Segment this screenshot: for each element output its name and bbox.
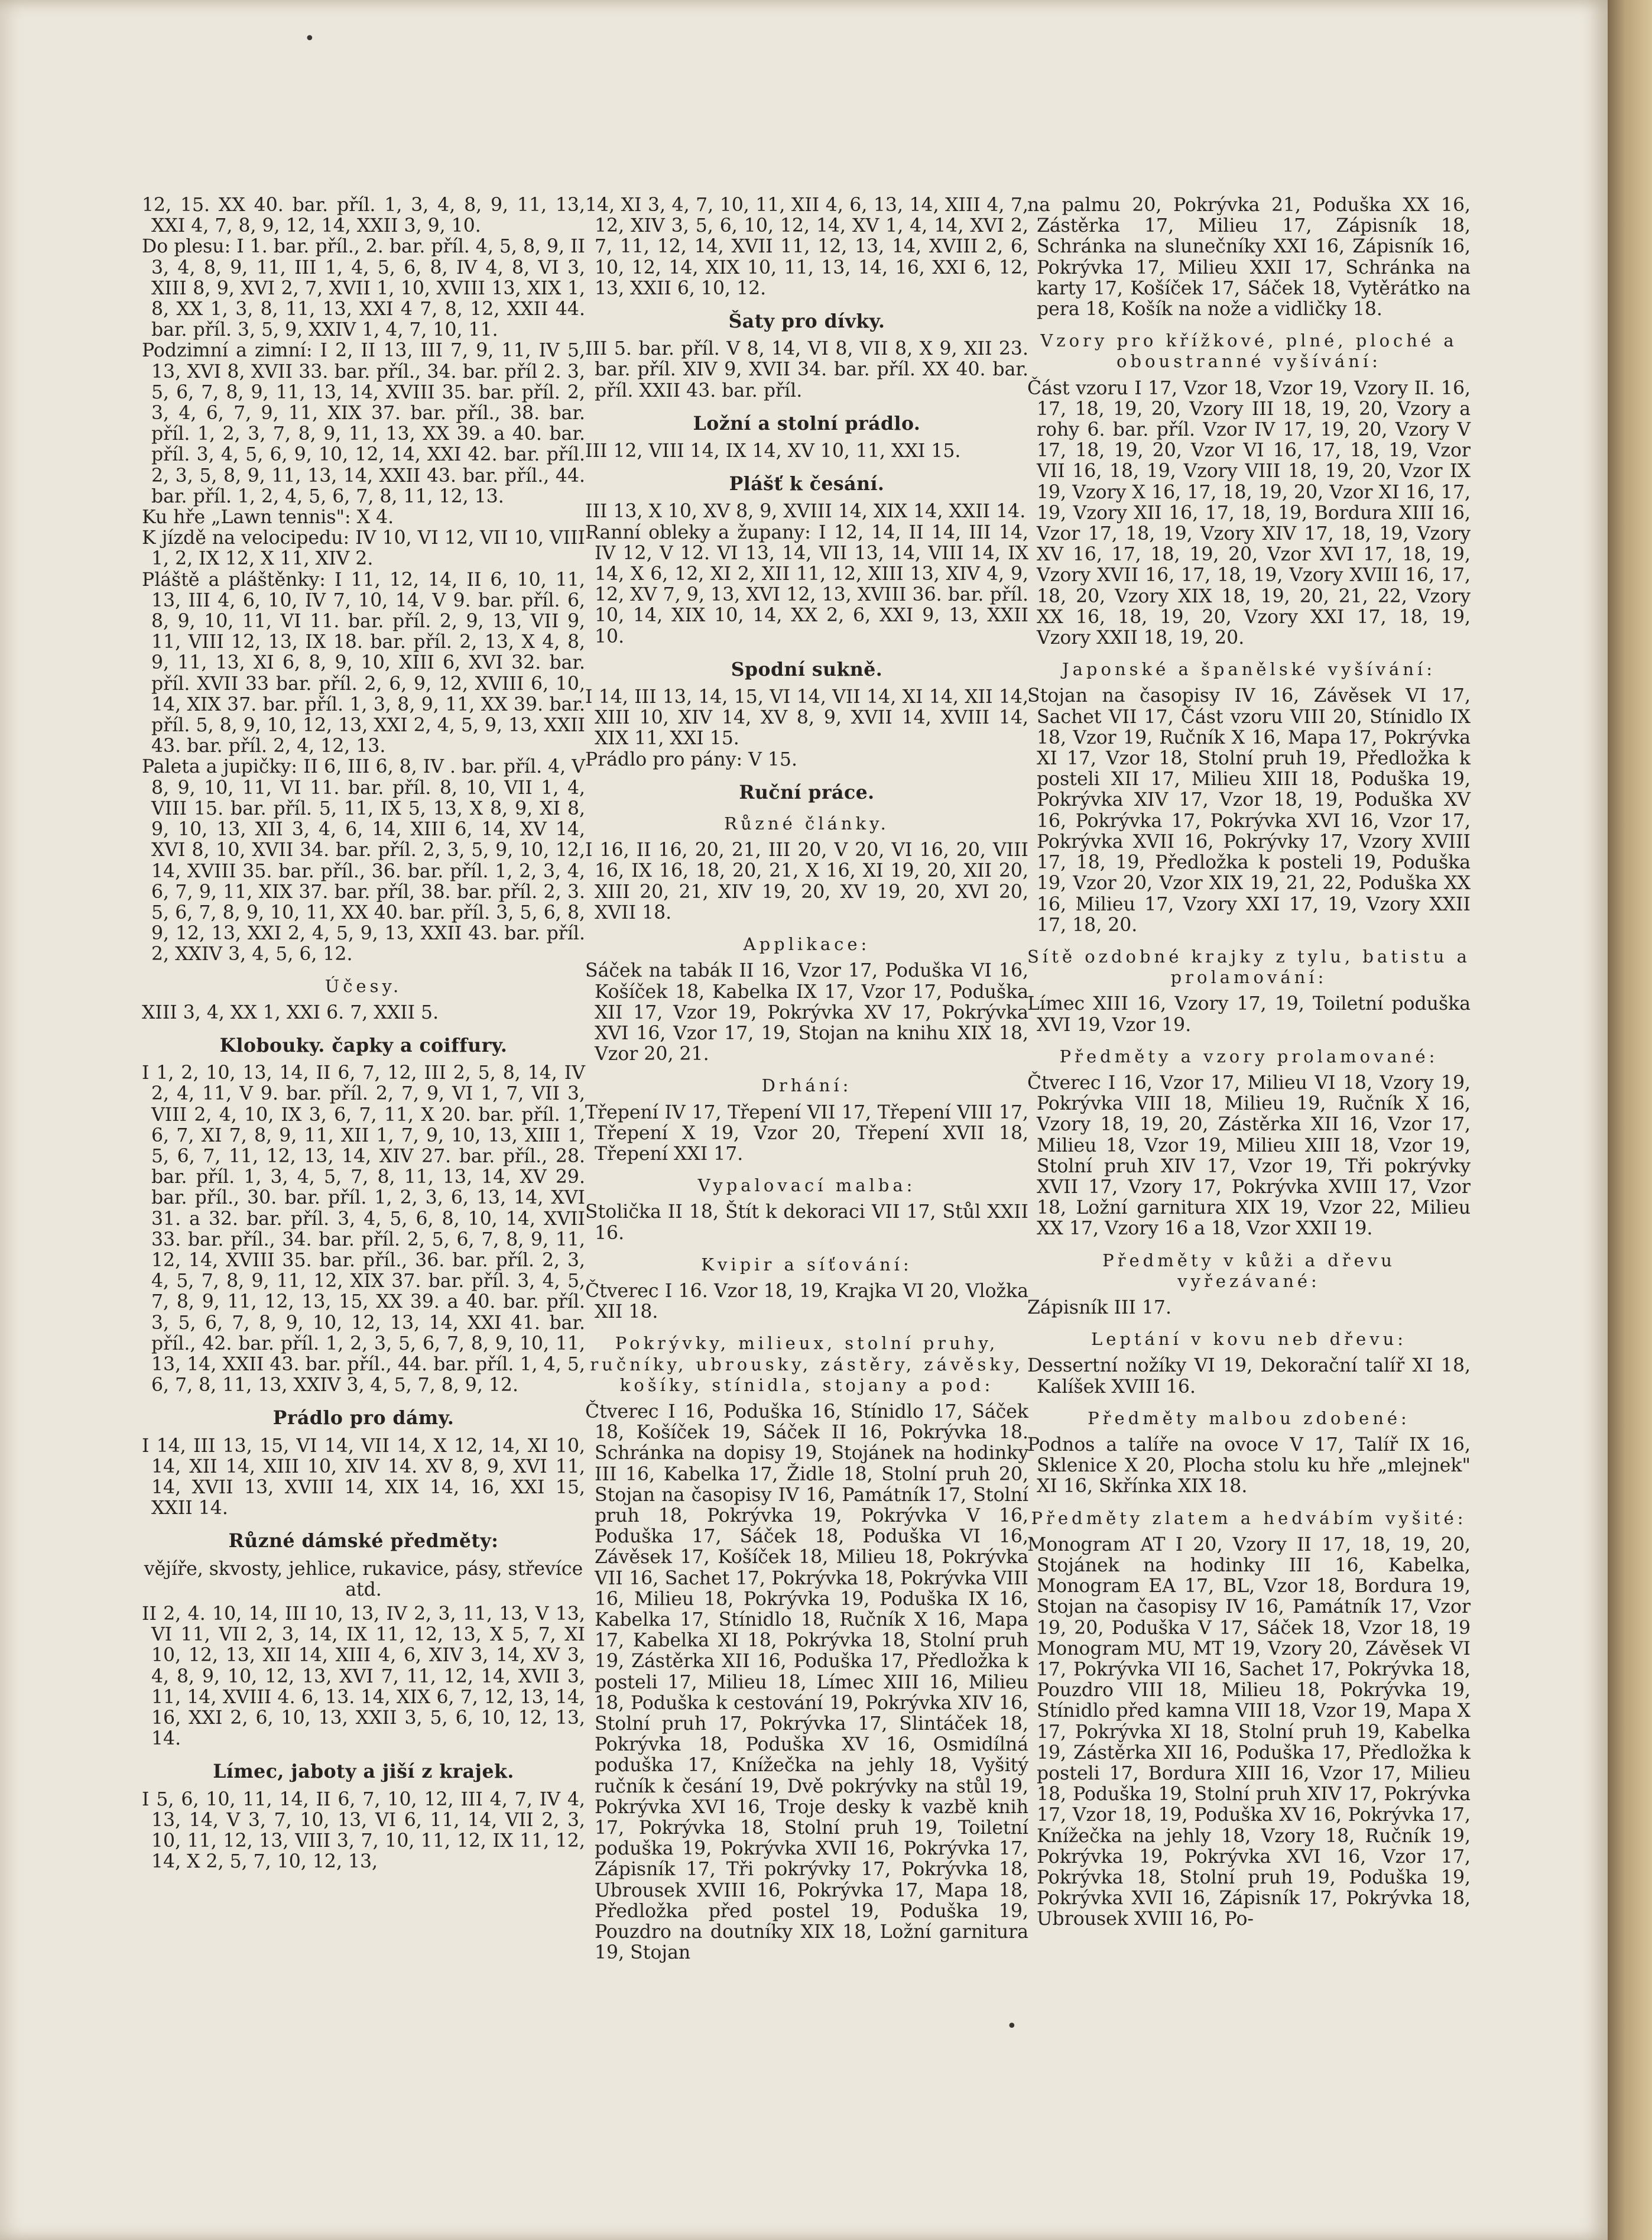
entry: I 5, 6, 10, 11, 14, II 6, 7, 10, 12, III 4, 7, IV 4, 13, 14, V 3, 7, 10, 13, VI 6, 11, 14, VII 2, 3, 10, 11, 12, 13, VIII 3, 7, 10, 11, 12, IX 11, 12, 14, X 2, 5, 7, 10, 12, 13, xyxy=(142,1788,585,1873)
book-edge xyxy=(1608,0,1652,2240)
subsection-heading: Leptání v kovu neb dřevu: xyxy=(1090,1329,1407,1350)
section-heading: Plášť k česání. xyxy=(729,473,885,495)
entry: III 12, VIII 14, IX 14, XV 10, 11, XXI 15. xyxy=(585,440,961,462)
ink-dot: • xyxy=(304,28,315,49)
entry: Podnos a talíře na ovoce V 17, Talíř IX 16, Sklenice X 20, Plocha stolu ku hře „mlejnek" XI 16, Skřínka XIX 18. xyxy=(1027,1434,1471,1497)
subsection-heading: Applikace: xyxy=(743,934,871,955)
section-heading: Různé dámské předměty: xyxy=(228,1530,499,1552)
entry: III 5. bar. příl. V 8, 14, VI 8, VII 8, X 9, XII 23. bar. příl. XIV 9, XVII 34. bar. příl. XX 40. bar. příl. XXII 43. bar. příl. xyxy=(585,338,1028,401)
column-2 xyxy=(585,195,1028,1963)
entry: Ranní obleky a župany: I 12, 14, II 14, III 14, IV 12, V 12. VI 13, 14, VII 13, 14, VIII 14, IX 14, X 6, 12, XI 2, XII 11, 12, XIII 13, XIV 4, 9, 12, XV 7, 9, 13, XVI 12, 13, XVIII 36. bar. příl. 10, 14, XIX 10, 14, XX 2, 6, XXI 9, 13, XXII 10. xyxy=(585,521,1028,647)
entry: II 2, 4. 10, 14, III 10, 13, IV 2, 3, 11, 13, V 13, VI 11, VII 2, 3, 14, IX 11, 12, 13, X 5, 7, XI 10, 12, 13, XII 14, XIII 4, 6, XIV 3, 14, XV 3, 4, 8, 9, 10, 12, 13, XVI 7, 11, 12, 14, XVII 3, 11, 14, XVIII 4. 6, 13. 14, XIX 6, 7, 12, 13, 14, 16, XXI 2, 6, 10, 13, XXII 3, 5, 6, 10, 12, 13, 14. xyxy=(142,1603,585,1750)
entry: Čtverec I 16, Poduška 16, Stínidlo 17, Sáček 18, Košíček 19, Sáček II 16, Pokrývka 18. Schránka na dopisy 19, Stojánek na hodinky III 16, Kabelka 17, Židle 18, Stolní pruh 20, Stojan na časopisy IV 16, Památník 17, Stolní pruh 18, Pokrývka 19, Pokrývka V 16, Poduška 17, Sáček 18, Poduška VI 16, Závěsek 17, Košíček 18, Milieu 18, Pokrývka VII 16, Sachet 17, Pokrývka 18, Pokrývka VIII 16, Milieu 18, Pokrývka 19, Poduška IX 16, Kabelka 17, Stínidlo 18, Ručník X 16, Mapa 17, Kabelka XI 18, Pokrývka 18, Stolní pruh 19, Zástěrka XII 16, Poduška 17, Předložka k posteli 17, Milieu 18, Límec XIII 16, Milieu 18, Poduška k cestování 19, Pokrývka XIV 16, Stolní pruh 17, Pokrývka 17, Slintáček 18, Pokrývka 18, Poduška XV 16, Osmidílná poduška 17, Knížečka na jehly 18, Vyšitý ručník k česání 19, Dvě pokrývky na stůl 19, Pokrývka XVI 16, Troje desky k vazbě knih 17, Pokrývka 18, Stolní pruh 19, Toiletní poduška 19, Pokrývka XVII 16, Pokrývka 17, Zápisník 17, Tři pokrývky 17, Pokrývka 18, Ubrousek XVIII 16, Pokrývka 17, Mapa 18, Předložka před postel 19, Poduška 19, Pouzdro na doutníky XIX 18, Ložní garnitura 19, Stojan xyxy=(585,1401,1028,1964)
entry: I 16, II 16, 20, 21, III 20, V 20, VI 16, 20, VIII 16, IX 16, 18, 20, 21, X 16, XI 19, 20, XII 20, XIII 20, 21, XIV 19, 20, XV 19, 20, XVI 20, XVII 18. xyxy=(585,839,1028,923)
entry: XIII 3, 4, XX 1, XXI 6. 7, XXII 5. xyxy=(142,1001,439,1023)
entry: Do plesu: I 1. bar. příl., 2. bar. příl. 4, 5, 8, 9, II 3, 4, 8, 9, 11, III 1, 4, 5, 6, 8, IV 4, 8, VI 3, XIII 8, 9, XVI 2, 7, XVII 1, 10, XVIII 13, XIX 1, 8, XX 1, 3, 8, 11, 13, XXI 4 7, 8, 12, XXII 44. bar. příl. 3, 5, 9, XXIV 1, 4, 7, 10, 11. xyxy=(142,236,585,341)
section-heading: Ruční práce. xyxy=(739,781,875,803)
entry: Ku hře „Lawn tennis": X 4. xyxy=(142,507,394,529)
column-1 xyxy=(142,195,585,1872)
entry: Třepení IV 17, Třepení VII 17, Třepení VIII 17, Třepení X 19, Vzor 20, Třepení XVII 18, Třepení XXI 17. xyxy=(585,1101,1028,1165)
entry: Zápisník III 17. xyxy=(1027,1296,1171,1318)
entry: Čtverec I 16. Vzor 18, 19, Krajka VI 20, Vložka XII 18. xyxy=(585,1280,1028,1323)
subsection-heading: Kvipir a síťování: xyxy=(701,1254,913,1275)
entry: Paleta a jupičky: II 6, III 6, 8, IV . bar. příl. 4, V 8, 9, 10, 11, VI 11. bar. příl. 8, 10, VII 1, 4, VIII 15. bar. příl. 5, 11, IX 5, 13, X 8, 9, XI 8, 9, 10, 13, XII 3, 4, 6, 14, XIII 6, 14, XV 14, XVI 8, 10, XVII 34. bar. příl. 2, 3, 5, 9, 10, 12, 14, XVIII 35. bar. příl., 36. bar. příl. 1, 2, 3, 4, 6, 7, 9, 11, XIX 37. bar. příl, 38. bar. příl. 2, 3. 5, 6, 7, 8, 9, 10, 11, XX 40. bar. příl. 3, 5, 6, 8, 9, 12, 13, XXI 2, 4, 5, 9, 13, XXII 43. bar. příl. 2, XXIV 3, 4, 5, 6, 12. xyxy=(142,756,585,965)
entry: Stojan na časopisy IV 16, Závěsek VI 17, Sachet VII 17, Část vzoru VIII 20, Stínidlo IX 18, Vzor 19, Ručník X 16, Mapa 17, Pokrývka XI 17, Vzor 18, Stolní pruh 19, Předložka k posteli XII 17, Milieu XIII 18, Poduška 19, Pokrývka XIV 17, Vzor 18, 19, Poduška XV 16, Pokrývka 17, Pokrývka XVI 16, Vzor 17, Pokrývka XVII 16, Pokrývky 17, Vzory XVIII 17, 18, 19, Předložka k posteli 19, Poduška 19, Vzor 20, Vzor XIX 19, 21, 22, Poduška XX 16, Milieu 17, Vzory XXI 17, 19, Vzory XXII 17, 18, 20. xyxy=(1027,685,1471,936)
ink-dot: • xyxy=(1007,2016,1017,2037)
section-heading: Šaty pro dívky. xyxy=(728,310,885,333)
subsection-heading: Japonské a španělské vyšívání: xyxy=(1062,659,1436,680)
entry: 12, 15. XX 40. bar. příl. 1, 3, 4, 8, 9, 11, 13, XXI 4, 7, 8, 9, 12, 14, XXII 3, 9, 10. xyxy=(142,194,585,237)
entry: Čtverec I 16, Vzor 17, Milieu VI 18, Vzory 19, Pokrývka VIII 18, Milieu 19, Ručník X 16, Vzory 18, 19, 20, Zástěrka XII 16, Vzor 17, Milieu 18, Vzor 19, Milieu XIII 18, Vzor 19, Stolní pruh XIV 17, Vzor 19, Tři pokrývky XVII 17, Vzory 17, Pokrývka XVIII 17, Vzor 18, Ložní garnitura XIX 19, Vzor 22, Milieu XX 17, Vzory 16 a 18, Vzor XXII 19. xyxy=(1027,1072,1471,1240)
section-heading: Spodní sukně. xyxy=(731,658,883,680)
subsection-heading: Sítě ozdobné krajky z tylu, batistu a prolamování: xyxy=(1027,946,1471,988)
subsection-heading: Předměty malbou zdobené: xyxy=(1088,1408,1410,1428)
entry: Sáček na tabák II 16, Vzor 17, Poduška VI 16, Košíček 18, Kabelka IX 17, Vzor 17, Poduška XII 17, Vzor 19, Pokrývka XV 17, Pokrývka XVI 16, Vzor 17, 19, Stojan na knihu XIX 18, Vzor 20, 21. xyxy=(585,960,1028,1065)
entry: 14, XI 3, 4, 7, 10, 11, XII 4, 6, 13, 14, XIII 4, 7, 12, XIV 3, 5, 6, 10, 12, 14, XV 1, 4, 14, XVI 2, 7, 11, 12, 14, XVII 11, 12, 13, 14, XVIII 2, 6, 10, 12, 14, XIX 10, 11, 13, 14, 16, XXI 6, 12, 13, XXII 6, 10, 12. xyxy=(585,194,1028,299)
column-3 xyxy=(1027,195,1471,1930)
section-heading: Účesy. xyxy=(324,975,403,996)
entry: Monogram AT I 20, Vzory II 17, 18, 19, 20, Stojánek na hodinky III 16, Kabelka, Monogram EA 17, BL, Vzor 18, Bordura 19, Stojan na časopisy IV 16, Památník 17, Vzor 19, 20, Poduška V 17, Sáček 18, Vzor 18, 19 Monogram MU, MT 19, Vzory 20, Závěsek VI 17, Pokrývka VII 16, Sachet 17, Pokrývka 18, Pouzdro VIII 18, Milieu 18, Pokrývka 19, Stínidlo před kamna VIII 18, Vzor 19, Mapa X 17, Pokrývka XI 18, Stolní pruh 19, Kabelka 19, Zástěrka XII 16, Poduška 17, Předložka k posteli 17, Bordura XIII 16, Vzor 17, Milieu 18, Poduška 19, Stolní pruh XIV 17, Pokrývka 17, Vzor 18, 19, Poduška XV 16, Pokrývka 17, Knížečka na jehly 18, Vzory 18, Ručník 19, Pokrývka 19, Pokrývka XVI 16, Vzor 17, Pokrývka 18, Stolní pruh 19, Poduška 19, Pokrývka XVII 16, Zápisník 17, Pokrývka 18, Ubrousek XVIII 16, Po- xyxy=(1027,1534,1471,1930)
subsection-heading: Různé články. xyxy=(724,813,890,834)
section-heading: Ložní a stolní prádlo. xyxy=(693,412,921,435)
section-note: vějíře, skvosty, jehlice, rukavice, pásy, střevíce atd. xyxy=(144,1558,583,1600)
subsection-heading: Drhání: xyxy=(761,1075,852,1096)
entry: III 13, X 10, XV 8, 9, XVIII 14, XIX 14, XXII 14. xyxy=(585,501,1026,523)
entry: I 1, 2, 10, 13, 14, II 6, 7, 12, III 2, 5, 8, 14, IV 2, 4, 11, V 9. bar. příl. 2, 7, 9, VI 1, 7, VII 3, VIII 2, 4, 10, IX 3, 6, 7, 11, X 20. bar. příl. 1, 6, 7, XI 7, 8, 9, 11, XII 1, 7, 9, 10, 13, XIII 1, 5, 6, 7, 11, 12, 13, 14, XIV 27. bar. příl., 28. bar. příl. 1, 3, 4, 5, 7, 8, 11, 13, 14, XV 29. bar. příl., 30. bar. příl. 1, 2, 3, 6, 13, 14, XVI 31. a 32. bar. příl. 3, 4, 5, 6, 8, 10, 14, XVII 33. bar. příl., 34. bar. příl. 2, 5, 6, 7, 8, 9, 11, 12, 14, XVIII 35. bar. příl., 36. bar. příl. 2, 3, 4, 5, 7, 8, 9, 11, 12, XIX 37. bar. příl. 3, 4, 5, 7, 8, 9, 11, 12, 13, 15, XX 39. a 40. bar. příl. 3, 5, 6, 7, 8, 9, 10, 12, 13, 14, XXI 41. bar. příl., 42. bar. příl. 1, 2, 3, 5, 6, 7, 8, 9, 10, 11, 13, 14, XXII 43. bar. příl., 44. bar. příl. 1, 4, 5, 6, 7, 8, 11, 13, XXIV 3, 4, 5, 7, 8, 9, 12. xyxy=(142,1062,585,1396)
subsection-heading: Předměty zlatem a hedvábím vyšité: xyxy=(1031,1508,1467,1528)
subsection-heading: Vypalovací malba: xyxy=(697,1175,916,1196)
entry: Dessertní nožíky VI 19, Dekorační talíř XI 18, Kalíšek XVIII 16. xyxy=(1027,1355,1471,1398)
entry: I 14, III 13, 14, 15, VI 14, VII 14, XI 14, XII 14, XIII 10, XIV 14, XV 8, 9, XVII 14, XVIII 14, XIX 11, XXI 15. xyxy=(585,686,1028,750)
entry: na palmu 20, Pokrývka 21, Poduška XX 16, Zástěrka 17, Milieu 17, Zápisník 18, Schránka na slunečníky XXI 16, Zápisník 16, Pokrývka 17, Milieu XXII 17, Schránka na karty 17, Košíček 17, Sáček 18, Vytěrátko na pera 18, Košík na nože a vidličky 18. xyxy=(1027,194,1471,320)
section-heading: Límec, jaboty a jiší z krajek. xyxy=(213,1761,514,1783)
section-heading: Klobouky. čapky a coiffury. xyxy=(219,1034,508,1056)
entry: Prádlo pro pány: V 15. xyxy=(585,748,797,770)
entry: Pláště a pláštěnky: I 11, 12, 14, II 6, 10, 11, 13, III 4, 6, 10, IV 7, 10, 14, V 9. bar. příl. 6, 8, 9, 10, 11, VI 11. bar. příl. 2, 9, 13, VII 9, 11, VIII 12, 13, IX 18. bar. příl. 2, 13, X 4, 8, 9, 11, 13, XI 6, 8, 9, 10, XIII 6, XVI 32. bar. příl. XVII 33 bar. příl. 2, 6, 9, 12, XVIII 6, 10, 14, XIX 37. bar. příl. 1, 3, 8, 9, 11, XX 39. bar. příl. 5, 8, 9, 10, 12, 13, XXI 2, 4, 5, 9, 13, XXII 43. bar. příl. 2, 4, 12, 13. xyxy=(142,569,585,757)
entry: Podzimní a zimní: I 2, II 13, III 7, 9, 11, IV 5, 13, XVI 8, XVII 33. bar. příl., 34. bar. příl 2. 3, 5, 6, 7, 8, 9, 11, 13, 14, XVIII 35. bar. příl. 2, 3, 4, 6, 7, 9, 11, XIX 37. bar. příl., 38. bar. příl. 1, 2, 3, 7, 8, 9, 11, 13, XX 39. a 40. bar. příl. 3, 4, 5, 6, 9, 10, 12, 14, XXI 42. bar. příl. 2, 3, 5, 8, 9, 11, 13, 14, XXII 43. bar. příl., 44. bar. příl. 1, 2, 4, 5, 6, 7, 8, 11, 12, 13. xyxy=(142,340,585,507)
section-heading: Prádlo pro dámy. xyxy=(272,1407,455,1429)
entry: K jízdě na velocipedu: IV 10, VI 12, VII 10, VIII 1, 2, IX 12, X 11, XIV 2. xyxy=(142,527,585,570)
entry: Stolička II 18, Štít k dekoraci VII 17, Stůl XXII 16. xyxy=(585,1201,1028,1244)
subsection-heading: Vzory pro křížkové, plné, ploché a oboustranné vyšívání: xyxy=(1040,330,1458,372)
subsection-heading: Pokrývky, milieux, stolní pruhy, ručníky, ubrousky, zástěry, závěsky, košíky, stínidla, stojany a pod: xyxy=(590,1333,1024,1395)
entry: Límec XIII 16, Vzory 17, 19, Toiletní poduška XVI 19, Vzor 19. xyxy=(1027,993,1471,1036)
entry: Část vzoru I 17, Vzor 18, Vzor 19, Vzory II. 16, 17, 18, 19, 20, Vzory III 18, 19, 20, Vzory a rohy 6. bar. příl. Vzor IV 17, 19, 20, Vzory V 17, 18, 19, 20, Vzor VI 16, 17, 18, 19, Vzor VII 16, 18, 19, Vzory VIII 18, 19, 20, Vzor IX 19, Vzory X 16, 17, 18, 19, 20, Vzor XI 16, 17, 19, Vzory XII 16, 17, 18, 19, Bordura XIII 16, Vzor 17, 18, 19, Vzory XIV 17, 18, 19, Vzory XV 16, 17, 18, 19, 20, Vzor XVI 17, 18, 19, Vzory XVII 16, 17, 18, 19, Vzory XVIII 16, 17, 18, 20, Vzory XIX 18, 19, 20, 21, 22, Vzory XX 16, 18, 19, 20, Vzory XXI 17, 18, 19, Vzory XXII 18, 19, 20. xyxy=(1027,377,1471,649)
entry: I 14, III 13, 15, VI 14, VII 14, X 12, 14, XI 10, 14, XII 14, XIII 10, XIV 14. XV 8, 9, XVI 11, 14, XVII 13, XVIII 14, XIX 14, 16, XXI 15, XXII 14. xyxy=(142,1435,585,1519)
subsection-heading: Předměty v kůži a dřevu vyřezávané: xyxy=(1102,1250,1395,1291)
subsection-heading: Předměty a vzory prolamované: xyxy=(1059,1046,1439,1066)
